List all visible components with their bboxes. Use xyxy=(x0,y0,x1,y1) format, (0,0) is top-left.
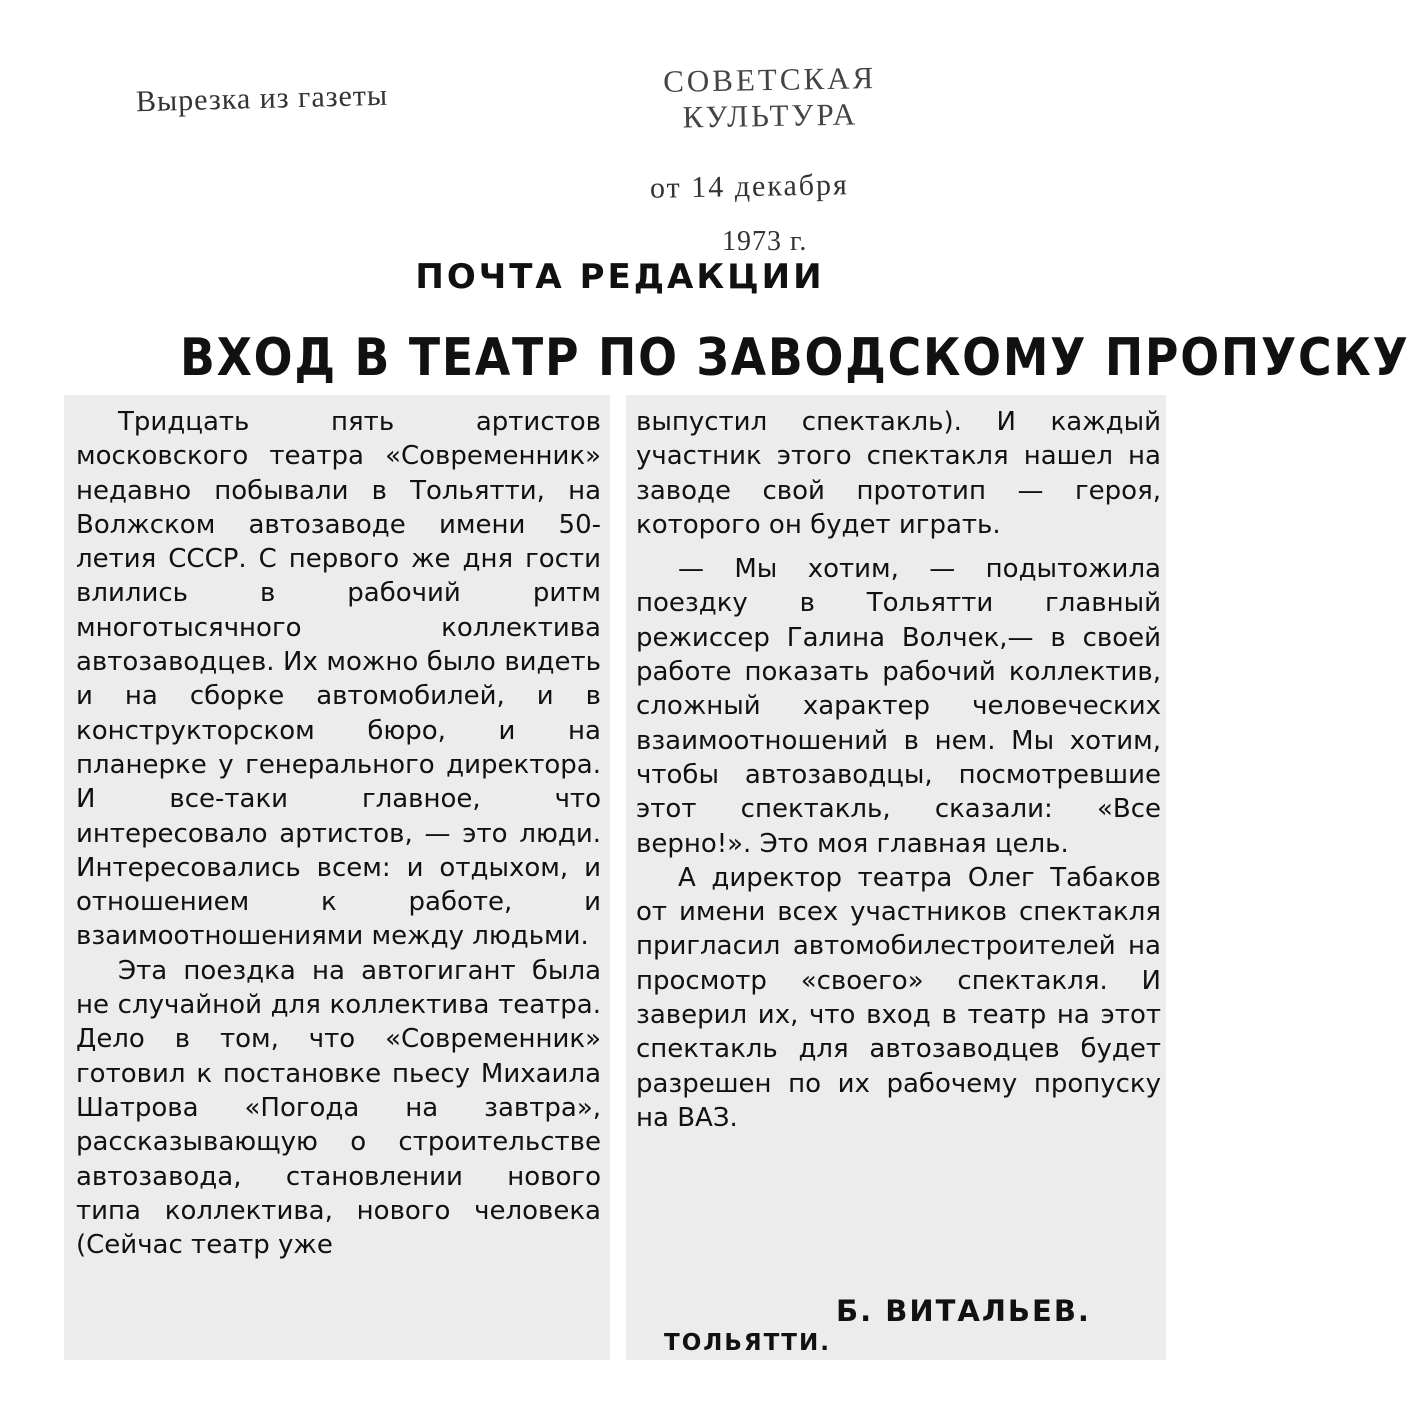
article-column-left xyxy=(76,405,601,1360)
clipping-label: Вырезка из газеты xyxy=(135,78,389,119)
paragraph: выпустил спектакль). И каждый участник этого спектакля нашел на заводе свой прототип — героя, которого он будет играть. xyxy=(636,407,1161,540)
clipping-year: 1973 г. xyxy=(722,226,808,257)
paragraph: Эта поездка на автогигант была не случайной для коллектива театра. Дело в том, что «Современник» готовил к постановке пьесу Михаила Шатрова «Погода на завтра», рассказывающую о строительстве автозавода, становлении нового типа коллектива, нового человека (Сейчас театр уже xyxy=(76,955,601,1261)
article-column-right xyxy=(636,405,1161,1360)
paragraph: Тридцать пять артистов московского театра «Современник» недавно побывали в Тольятти, на Волжском автозаводе имени 50-летия СССР. С первого же дня гости влились в рабочий ритм многотысячного коллектива автозаводцев. Их можно было видеть и на сборке автомобилей, и в конструкторском бюро, и на планерке у генерального директора. И все-таки главное, что интересовало артистов, — это люди. Интересовались всем: и отдыхом, и отношением к работе, и взаимоотношениями между людьми. xyxy=(76,407,601,952)
clipping-date: от 14 декабря xyxy=(649,168,850,205)
newspaper-name-stamp xyxy=(649,60,890,136)
newspaper-name-line2: КУЛЬТУРА xyxy=(682,96,859,135)
paragraph: — Мы хотим, — подытожила поездку в Тольятти главный режиссер Галина Волчек,— в своей работе показать рабочий коллектив, сложный характер человеческих взаимоотношений в нем. Мы хотим, чтобы автозаводцы, посмотревшие этот спектакль, сказали: «Все верно!». Это моя главная цель. xyxy=(636,554,1161,859)
article-city: ТОЛЬЯТТИ. xyxy=(664,1330,831,1356)
newspaper-name-line1: СОВЕТСКАЯ xyxy=(662,60,877,99)
article-rubric: ПОЧТА РЕДАКЦИИ xyxy=(415,257,825,297)
article-author: Б. ВИТАЛЬЕВ. xyxy=(836,1294,1091,1328)
article-headline: ВХОД В ТЕАТР ПО ЗАВОДСКОМУ ПРОПУСКУ xyxy=(180,328,1410,388)
paragraph: А директор театра Олег Табаков от имени всех участников спектакля пригласил автомобилестроителей на просмотр «своего» спектакля. И заверил их, что вход в театр на этот спектакль для автозаводцев будет разрешен по их рабочему пропуску на ВАЗ. xyxy=(636,862,1161,1133)
